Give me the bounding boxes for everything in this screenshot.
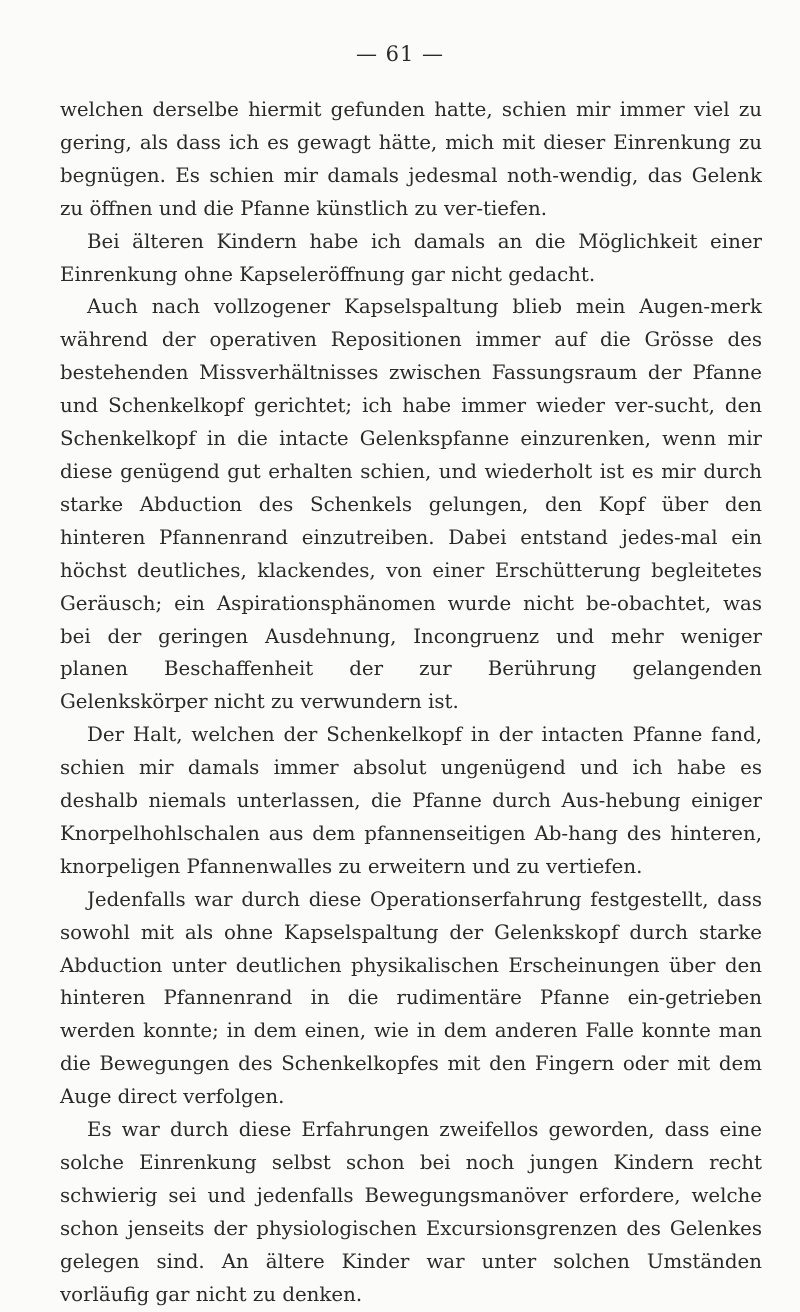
paragraph: Bei älteren Kindern habe ich damals an die Möglichkeit einer Einrenkung ohne Kapseleröffnung gar nicht gedacht.: [60, 229, 762, 286]
page-number: — 61 —: [355, 42, 445, 66]
paragraph: Es war durch diese Erfahrungen zweifellos geworden, dass eine solche Einrenkung selbst schon bei noch jungen Kindern recht schwierig sei und jedenfalls Bewegungsmanöver erfordere, welche schon jenseits der physiologischen Excursionsgrenzen des Gelenkes gelegen sind. An ältere Kinder war unter solchen Umständen vorläufig gar nicht zu denken.: [60, 1118, 762, 1306]
paragraph: Der Halt, welchen der Schenkelkopf in der intacten Pfanne fand, schien mir damals immer absolut ungenügend und ich habe es deshalb niemals unterlassen, die Pfanne durch Aus-hebung einiger Knorpelhohlschalen aus dem pfannenseitigen Ab-hang des hinteren, knorpeligen Pfannenwalles zu erweitern und zu vertiefen.: [60, 723, 762, 878]
paragraph: Auch nach vollzogener Kapselspaltung blieb mein Augen-merk während der operativen Repositionen immer auf die Grösse des bestehenden Missverhältnisses zwischen Fassungsraum der Pfanne und Schenkelkopf gerichtet; ich habe immer wieder ver-sucht, den Schenkelkopf in die intacte Gelenkspfanne einzurenken, wenn mir diese genügend gut erhalten schien, und wiederholt ist es mir durch starke Abduction des Schenkels gelungen, den Kopf über den hinteren Pfannenrand einzutreiben. Dabei entstand jedes-mal ein höchst deutliches, klackendes, von einer Erschütterung begleitetes Geräusch; ein Aspirationsphänomen wurde nicht be-obachtet, was bei der geringen Ausdehnung, Incongruenz und mehr weniger planen Beschaffenheit der zur Berührung gelangenden Gelenkskörper nicht zu verwundern ist.: [60, 295, 762, 714]
body-text: [60, 94, 762, 1312]
paragraph: Jedenfalls war durch diese Operationserfahrung festgestellt, dass sowohl mit als ohne Kapselspaltung der Gelenkskopf durch starke Abduction unter deutlichen physikalischen Erscheinungen über den hinteren Pfannenrand in die rudimentäre Pfanne ein-getrieben werden konnte; in dem einen, wie in dem anderen Falle konnte man die Bewegungen des Schenkelkopfes mit den Fingern oder mit dem Auge direct verfolgen.: [60, 887, 762, 1109]
paragraph: welchen derselbe hiermit gefunden hatte, schien mir immer viel zu gering, als dass ich es gewagt hätte, mich mit dieser Einrenkung zu begnügen. Es schien mir damals jedesmal noth-wendig, das Gelenk zu öffnen und die Pfanne künstlich zu ver-tiefen.: [60, 98, 762, 220]
